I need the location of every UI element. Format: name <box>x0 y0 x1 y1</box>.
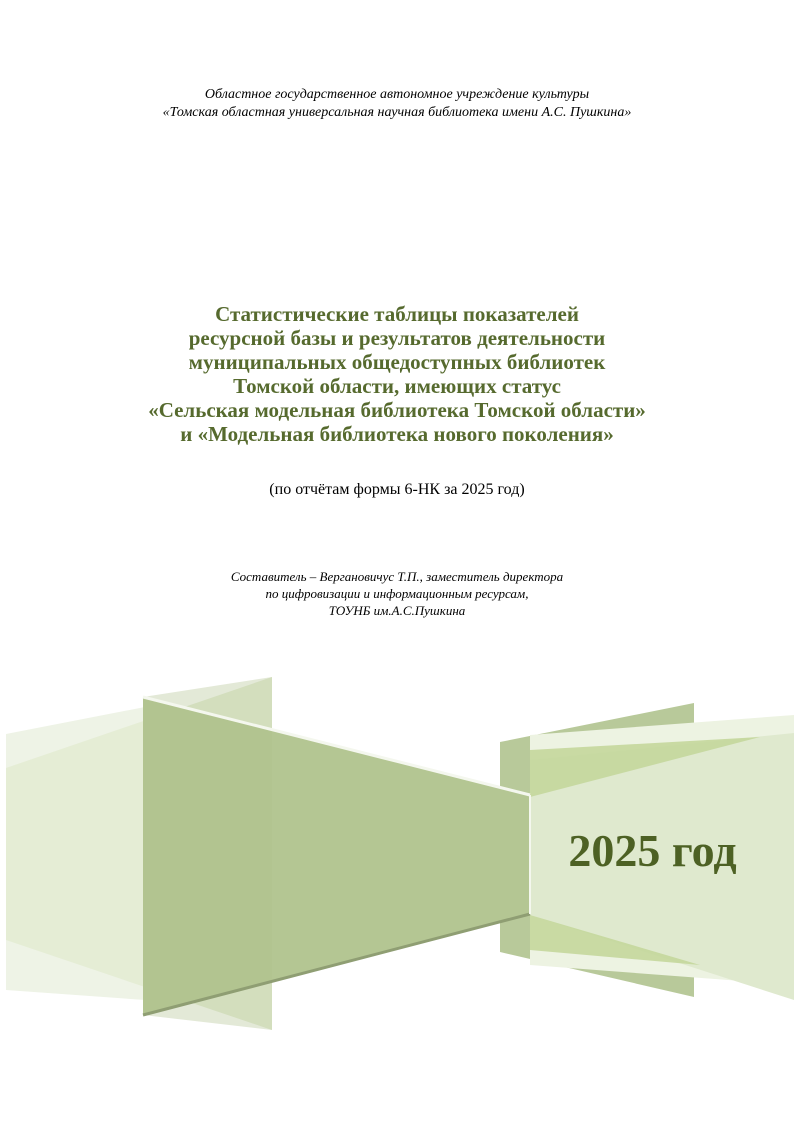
title-line-2: ресурсной базы и результатов деятельности <box>188 326 606 350</box>
document-subtitle: (по отчётам формы 6-НК за 2025 год) <box>269 481 525 498</box>
title-line-5: «Сельская модельная библиотека Томской области» <box>148 398 646 422</box>
title-line-1: Статистические таблицы показателей <box>215 302 579 326</box>
year-banner: 2025 год <box>568 825 737 876</box>
compiler-line-3: ТОУНБ им.А.С.Пушкина <box>328 603 466 618</box>
title-line-3: муниципальных общедоступных библиотек <box>188 350 606 374</box>
title-line-4: Томской области, имеющих статус <box>233 374 561 398</box>
compiler-line-2: по цифровизации и информационным ресурсам, <box>265 586 529 601</box>
document-title <box>0 302 794 446</box>
compiler-line-1: Составитель – Вергановичус Т.П., заместитель директора <box>230 569 564 584</box>
compiler-info <box>0 568 794 619</box>
institution-line-2: «Томская областная универсальная научная библиотека имени А.С. Пушкина» <box>162 105 632 120</box>
title-line-6: и «Модельная библиотека нового поколения» <box>180 422 614 446</box>
main-panel-overlay <box>143 677 272 1030</box>
header-institution <box>0 86 794 122</box>
institution-line-1: Областное государственное автономное учреждение культуры <box>204 87 590 102</box>
